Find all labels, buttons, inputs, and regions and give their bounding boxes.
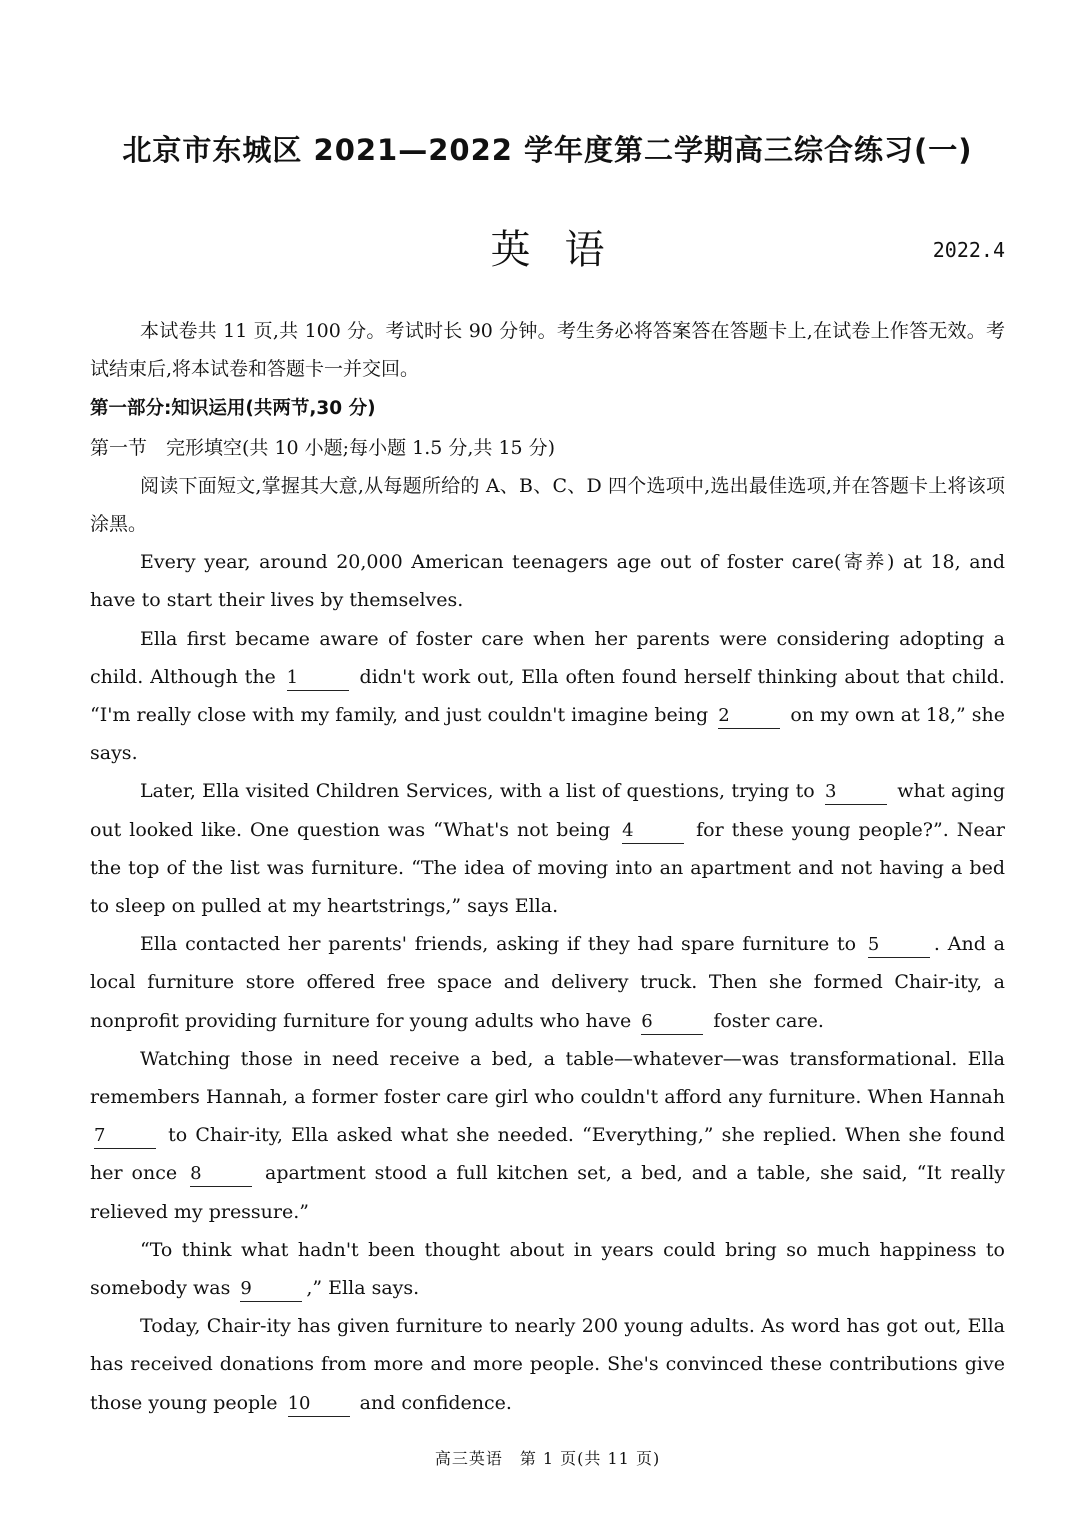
- blank-10: 10: [288, 1392, 350, 1417]
- passage-paragraph-3: [90, 772, 1005, 925]
- blank-8: 8: [190, 1162, 252, 1187]
- passage-text: Later, Ella visited Children Services, with a list of questions, trying to: [140, 780, 815, 803]
- passage-text: . And a local furniture store offered free space and delivery truck. Then she formed Chair-ity, a nonprofit providing furniture for young adults who have: [90, 933, 1005, 1032]
- blank-4: 4: [622, 819, 684, 844]
- page-footer: 高三英语 第 1 页(共 11 页): [434, 1449, 661, 1468]
- passage-text: Today, Chair-ity has given furniture to nearly 200 young adults. As word has got out, Ella has received donations from more and more people. She's convinced these contributions give those young people: [90, 1315, 1005, 1414]
- passage-text: apartment stood a full kitchen set, a bed, and a table, she said, “It really relieved my pressure.”: [90, 1162, 1005, 1223]
- passage-text: what aging out looked like. One question was “What's not being: [90, 780, 1005, 841]
- passage-paragraph-1: Every year, around 20,000 American teenagers age out of foster care(寄养) at 18, and have to start their lives by themselves.: [90, 551, 1005, 612]
- blank-9: 9: [240, 1277, 302, 1302]
- passage-paragraph-7: [90, 1307, 1005, 1422]
- passage-text: for these young people?”. Near the top of the list was furniture. “The idea of moving into an apartment and not having a bed to sleep on pulled at my heartstrings,” says Ella.: [90, 818, 1005, 918]
- blank-5: 5: [868, 933, 930, 958]
- passage-paragraph-2: [90, 620, 1005, 773]
- part-heading: 第一部分:知识运用(共两节,30 分): [90, 398, 376, 420]
- instructions: 阅读下面短文,掌握其大意,从每题所给的 A、B、C、D 四个选项中,选出最佳选项,并在答题卡上将该项涂黑。: [90, 474, 1005, 536]
- section-heading: 第一节 完形填空(共 10 小题;每小题 1.5 分,共 15 分): [90, 436, 556, 459]
- blank-6: 6: [641, 1010, 703, 1035]
- passage-text: Ella first became aware of foster care when her parents were considering adopting a child. Although the: [90, 627, 1005, 688]
- body-text: [90, 312, 1005, 1422]
- blank-1: 1: [287, 666, 349, 691]
- passage-text: foster care.: [713, 1009, 824, 1032]
- blank-7: 7: [94, 1124, 156, 1149]
- passage-text: Watching those in need receive a bed, a table—whatever—was transformational. Ella remembers Hannah, a former foster care girl who couldn't afford any furniture. When Hannah: [90, 1047, 1005, 1109]
- passage-text: “To think what hadn't been thought about in years could bring so much happiness to somebody was: [90, 1238, 1005, 1300]
- passage-paragraph-6: [90, 1231, 1005, 1307]
- passage-text: and confidence.: [359, 1391, 512, 1414]
- passage-text: Ella contacted her parents' friends, asking if they had spare furniture to: [140, 933, 857, 956]
- exam-title: 北京市东城区 2021—2022 学年度第二学期高三综合练习(一): [122, 133, 973, 167]
- passage-text: ,” Ella says.: [306, 1277, 420, 1300]
- subject-title: 英语: [490, 227, 639, 273]
- passage-text: didn't work out, Ella often found herself thinking about that child. “I'm really close with my family, and just couldn't imagine being: [90, 665, 1005, 727]
- passage-paragraph-5: [90, 1040, 1005, 1231]
- passage-paragraph-4: [90, 925, 1005, 1040]
- blank-2: 2: [718, 704, 780, 729]
- passage-text: on my own at 18,” she says.: [90, 704, 1005, 765]
- exam-date: 2022.4: [932, 238, 1005, 262]
- blank-3: 3: [825, 780, 887, 805]
- intro-paragraph: 本试卷共 11 页,共 100 分。考试时长 90 分钟。考生务必将答案答在答题卡上,在试卷上作答无效。考试结束后,将本试卷和答题卡一并交回。: [90, 320, 1005, 381]
- passage-text: to Chair-ity, Ella asked what she needed. “Everything,” she replied. When she found her once: [90, 1124, 1006, 1185]
